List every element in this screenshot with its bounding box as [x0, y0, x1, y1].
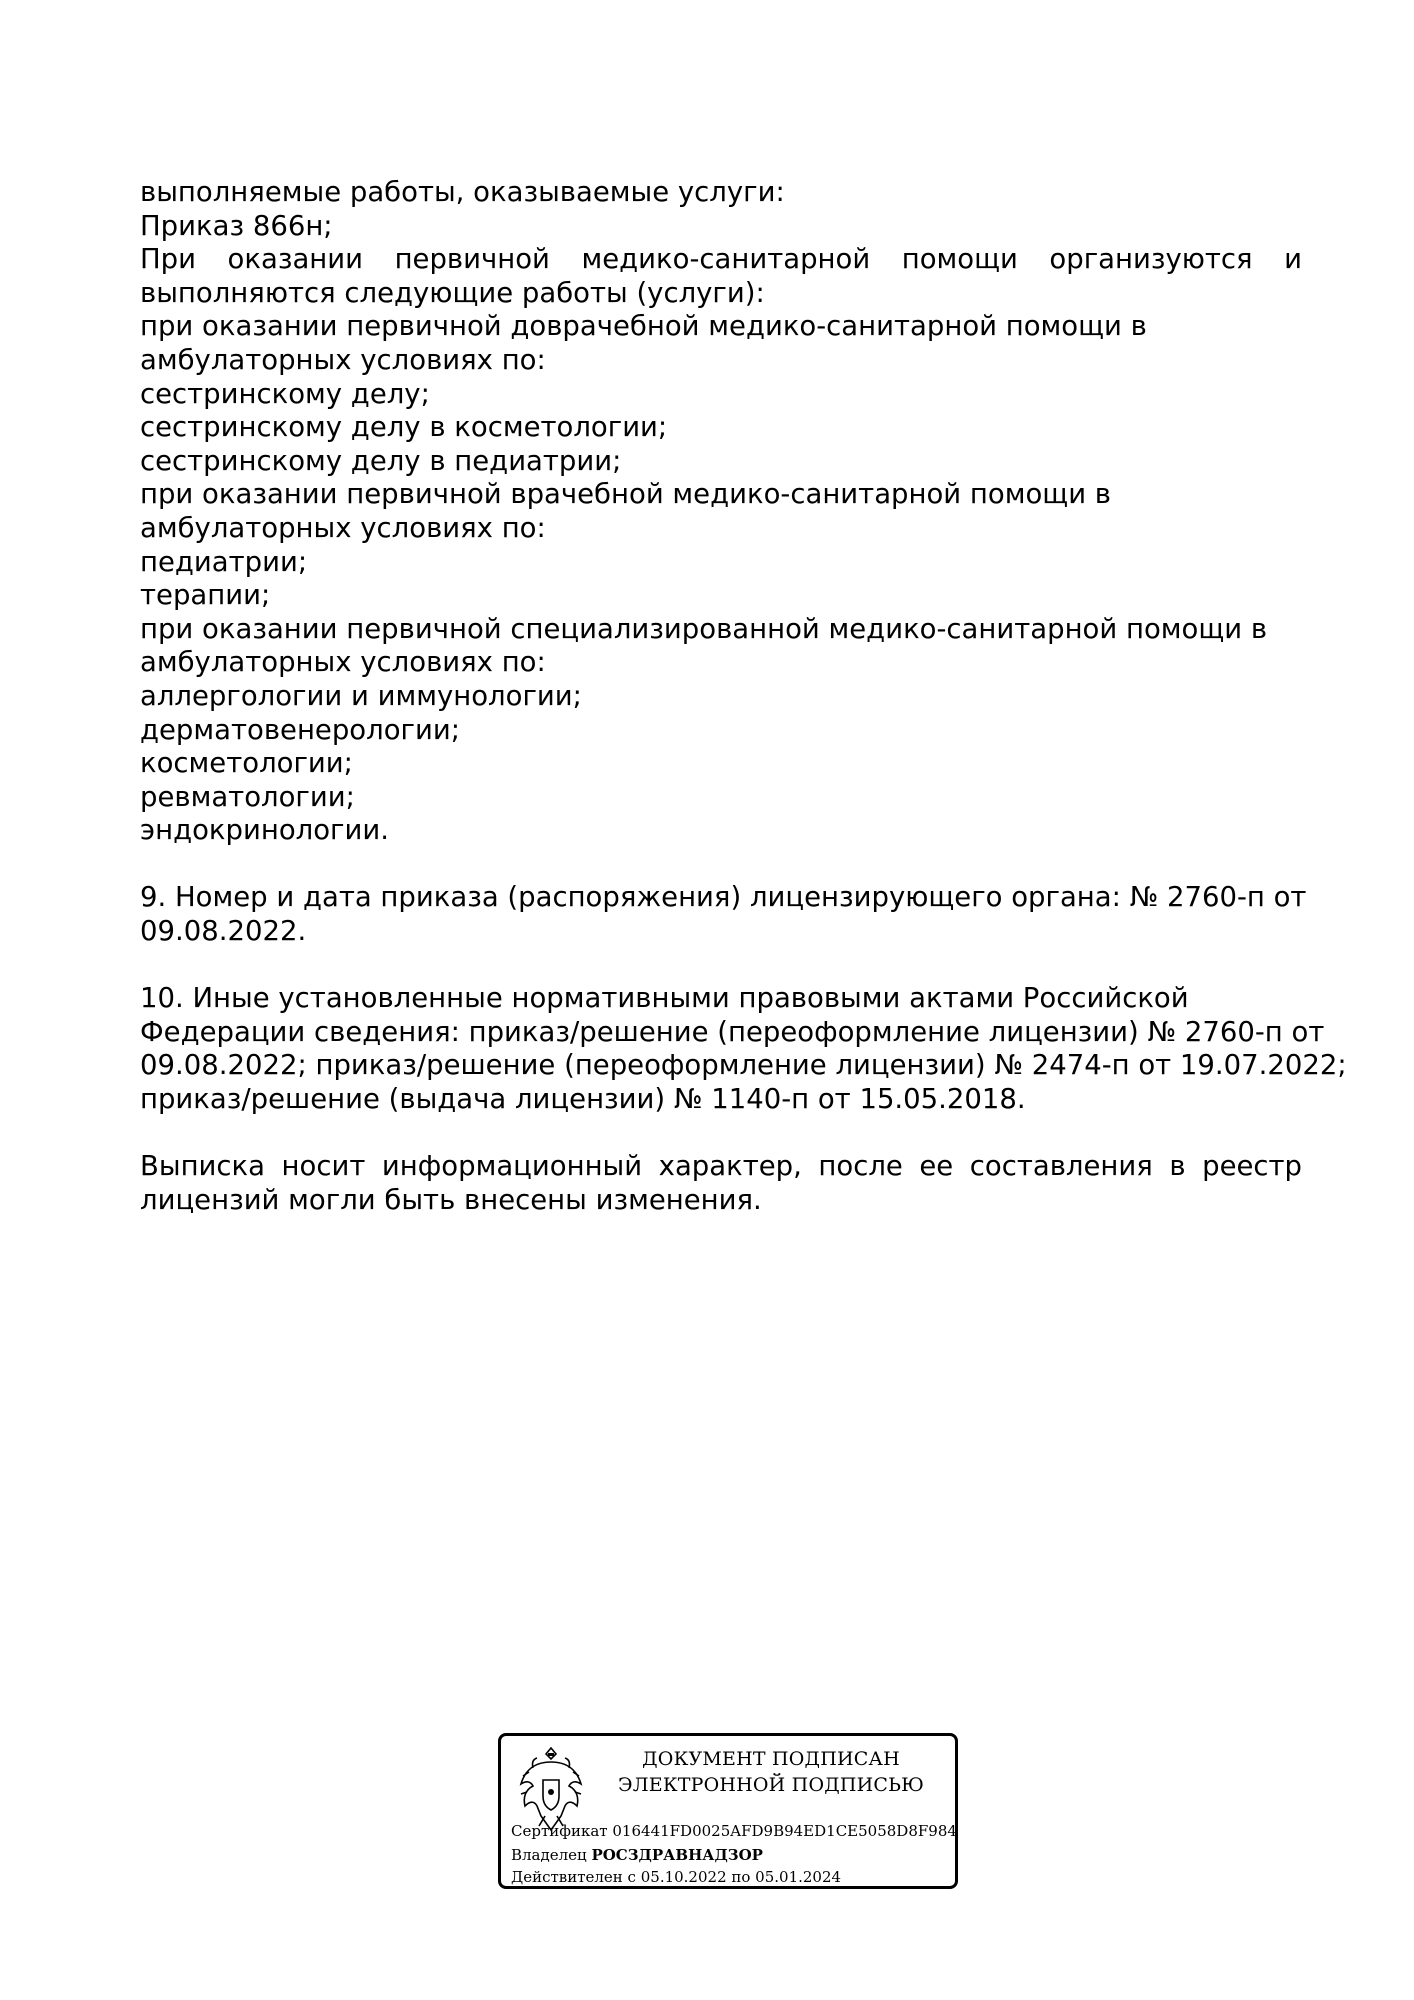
paragraph-gap: [140, 949, 1302, 983]
list-item: дерматовенерологии;: [140, 713, 460, 746]
text-line: амбулаторных условиях по:: [140, 511, 546, 544]
paragraph-gap: [140, 1117, 1302, 1151]
stamp-certificate: [511, 1822, 957, 1840]
text-line: выполняемые работы, оказываемые услуги:: [140, 176, 785, 208]
certificate-value: 016441FD0025AFD9B94ED1CE5058D8F984: [612, 1822, 957, 1840]
stamp-owner: [511, 1846, 763, 1864]
text-line: выполняются следующие работы (услуги):: [140, 276, 765, 309]
text-line: приказ/решение (выдача лицензии) № 1140-п от 15.05.2018.: [140, 1083, 1026, 1116]
text-line: 10. Иные установленные нормативными правовыми актами Российской: [140, 982, 1189, 1015]
stamp-heading-line1: ДОКУМЕНТ ПОДПИСАН: [642, 1748, 900, 1770]
text-line: 9. Номер и дата приказа (распоряжения) лицензирующего органа: № 2760-п от: [140, 881, 1307, 914]
list-item: ревматологии;: [140, 780, 355, 813]
text-line: 09.08.2022; приказ/решение (переоформление лицензии) № 2474-п от 19.07.2022;: [140, 1049, 1347, 1082]
stamp-heading-line2: ЭЛЕКТРОННОЙ ПОДПИСЬЮ: [617, 1774, 925, 1796]
stamp-validity: Действителен с 05.10.2022 по 05.01.2024: [511, 1868, 842, 1886]
list-item: эндокринологии.: [140, 814, 389, 847]
list-item: терапии;: [140, 579, 271, 612]
text-line: при оказании первичной врачебной медико-санитарной помощи в: [140, 478, 1112, 511]
document-body: [140, 176, 1347, 1217]
text-line: лицензий могли быть внесены изменения.: [140, 1183, 762, 1216]
text-line: Выписка носит информационный характер, после ее составления в реестр: [140, 1150, 1302, 1183]
list-item: педиатрии;: [140, 545, 308, 578]
certificate-label: Сертификат: [511, 1822, 608, 1840]
signature-stamp: [498, 1733, 958, 1889]
text-line: амбулаторных условиях по:: [140, 343, 546, 376]
owner-value: РОСЗДРАВНАДЗОР: [591, 1846, 763, 1864]
list-item: аллергологии и иммунологии;: [140, 679, 582, 712]
list-item: косметологии;: [140, 747, 353, 780]
text-line: 09.08.2022.: [140, 915, 307, 948]
text-line: при оказании первичной доврачебной медико-санитарной помощи в: [140, 310, 1147, 343]
text-line: При оказании первичной медико-санитарной помощи организуются и: [140, 243, 1302, 276]
paragraph-gap: [140, 848, 1302, 882]
text-line: при оказании первичной специализированной медико-санитарной помощи в: [140, 612, 1268, 645]
text-line: амбулаторных условиях по:: [140, 646, 546, 679]
text-line: Приказ 866н;: [140, 209, 333, 242]
owner-label: Владелец: [511, 1846, 587, 1864]
list-item: сестринскому делу в педиатрии;: [140, 444, 622, 477]
list-item: сестринскому делу;: [140, 377, 430, 410]
list-item: сестринскому делу в косметологии;: [140, 411, 668, 444]
text-line: Федерации сведения: приказ/решение (переоформление лицензии) № 2760-п от: [140, 1015, 1325, 1048]
